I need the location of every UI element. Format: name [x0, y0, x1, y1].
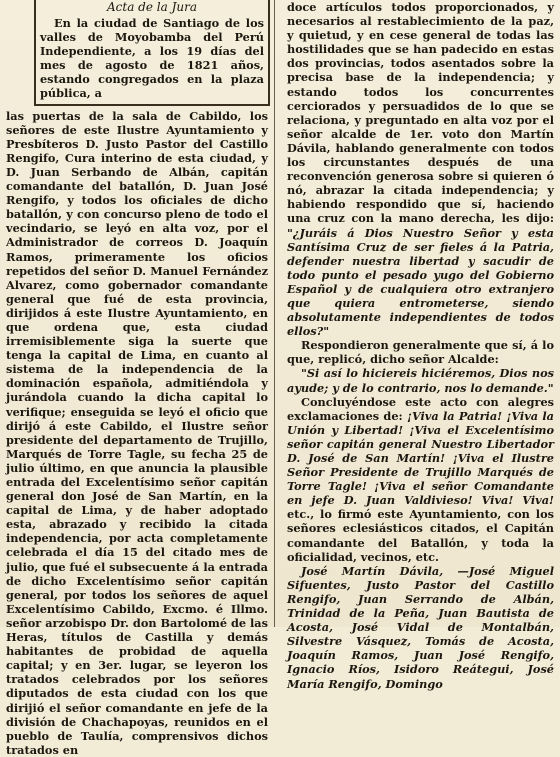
right-column — [285, 0, 554, 691]
paragraph-text: etc., lo firmó este Ayuntamiento, con los señores eclesiásticos citados, el Capitán comandante del Batallón, y toda la oficialidad, vecinos, etc. — [287, 507, 554, 564]
right-paragraph-2: Respondieron generalmente que sí, á lo que, replicó, dicho señor Alcalde: — [287, 338, 554, 367]
two-column-layout — [6, 0, 554, 757]
intro-paragraph: En la ciudad de Santiago de los valles de Moyobamba del Perú Independiente, a los 19 días del mes de agosto de 1821 años, estando congregados en la plaza pública, a — [40, 16, 264, 101]
title-box — [34, 0, 270, 106]
paragraph-text: doce artículos todos proporcionados, y necesarios al restablecimiento de la paz, y quietud, y en cese general de todas las hostilidades que se han padecido en estas dos provincias, todos asentados sobre la precisa base de la independencia; y estando todos los concurrentes cerciorados y persuadidos de lo que se relaciona, y preguntado en alta voz por el señor alcalde de 1er. voto don Martín Dávila, hablando generalmente con todos los circunstantes después de una reconvención generosa sobre si quieren ó nó, abrazar la citada independencia; y habiendo respondido que sí, haciendo una cruz con la mano derecha, les dijo: — [287, 0, 554, 226]
document-title: Acta de la Jura — [106, 0, 197, 14]
cheers-text: ¡Viva la Patria! ¡Viva la Unión y Libertad! ¡Viva el Excelentísimo señor capitán general Nuestro Libertador D. José de San Martín! ¡Viva el Ilustre Señor Presidente de Trujillo Marqués de Torre Tagle! ¡Viva el señor Comandante en jefe D. Juan Valdivieso! Viva! Viva! — [287, 408, 554, 508]
right-paragraph-4 — [287, 395, 554, 564]
left-column — [6, 0, 275, 757]
left-body-paragraph: las puertas de la sala de Cabildo, los señores de este Ilustre Ayuntamiento y Presbíteros D. Justo Pastor del Castillo Rengifo, Cura interino de esta ciudad, y D. Juan Serbando de Albán, capitán comandante del batallón, D. Juan José Rengifo, y todos los oficiales de dicho batallón, y con concurso pleno de todo el vecindario, se leyó en alta voz, por el Administrador de correos D. Joaquín Ramos, primeramente los oficios repetidos del señor D. Manuel Fernández Alvarez, como gobernador comandante general que fué de esta provincia, dirijidos á este Ilustre Ayuntamiento, en que ordena que, esta ciudad irremisiblemente siga la suerte que tenga la capital de Lima, en cuanto al sistema de la independencia de la dominación española, admitiéndola y jurándola cuando la dicha capital lo verifique; enseguida se leyó el oficio que dirijó á este Cabildo, el Ilustre señor presidente del departamento de Trujillo, Marqués de Torre Tagle, su fecha 25 de julio último, en que anuncia la plausible entrada del Excelentísimo señor capitán general don José de San Martín, en la capital de Lima, y de haber adoptado esta, abrazado y recibido la citada independencia, por acta completamente celebrada el día 15 del citado mes de julio, que fué el subsecuente á la entrada de dicho Excelentísimo señor capitán general, por todos los señores de aquel Excelentísimo Cabildo, Excmo. é Illmo. señor arzobispo Dr. don Bartolomé de las Heras, títulos de Castilla y demás habitantes de probidad de aquella capital; y en 3er. lugar, se leyeron los tratados celebrados por los señores diputados de esta ciudad con los que dirijió el señor comandante en jefe de la división de Chachapoyas, reunidos en el pueblo de Taulía, comprensivos dichos tratados en — [6, 108, 268, 757]
alcalde-reply: "Si así lo hiciereis hiciéremos, Dios nos ayude; y de lo contrario, nos lo demande." — [287, 366, 554, 395]
paragraph-text: Concluyéndose este acto con alegres exclamaciones de: — [287, 394, 554, 423]
signatures: José Martín Dávila, —José Miguel Sifuentes, Justo Pastor del Castillo Rengifo, Juan Serrando de Albán, Trinidad de la Peña, Juan Bautista de Acosta, José Vidal de Montalbán, Silvestre Vásquez, Tomás de Acosta, Joaquín Ramos, Juan José Rengifo, Ignacio Ríos, Isidoro Reátegui, José María Rengifo, Domingo — [287, 563, 554, 691]
right-paragraph-1 — [287, 0, 554, 338]
oath-text: "¿Juráis á Dios Nuestro Señor y esta Santísima Cruz de ser fieles á la Patria, defender nuestra libertad y sacudir de todo punto el pesado yugo del Gobierno Español y de cualquiera otro extranjero que quiera entrometerse, siendo absolutamente independientes de todos ellos?" — [287, 225, 554, 339]
